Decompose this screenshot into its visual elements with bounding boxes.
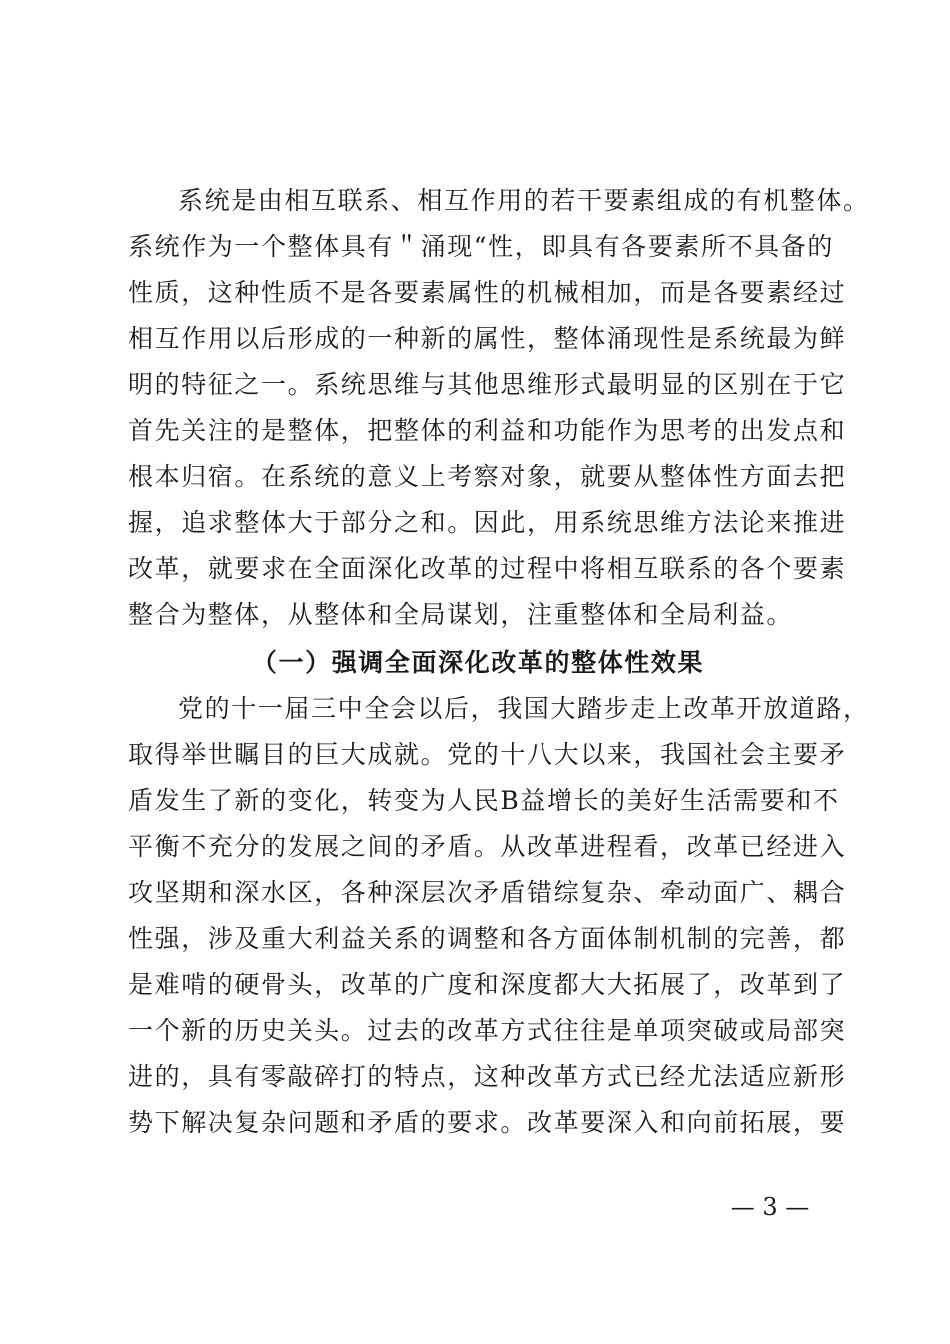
paragraph1-line-8: 握，追求整体大于部分之和。因此，用系统思维方法论来推进 — [128, 508, 847, 537]
paragraph2-line-6: 性强，涉及重大利益关系的调整和各方面体制机制的完善，都 — [128, 924, 847, 953]
paragraph1-line-5: 明的特征之一。系统思维与其他思维形式最明显的区别在于它 — [128, 370, 847, 399]
paragraph2-line-1: 党的十一届三中全会以后，我国大踏步走上改革开放道路， — [178, 694, 870, 723]
paragraph2-line-4: 平衡不充分的发展之间的矛盾。从改革进程看，改革已经进入 — [128, 832, 847, 861]
paragraph1-line-1: 系统是由相互联系、相互作用的若干要素组成的有机整体。 — [178, 186, 870, 215]
paragraph2-line-3: 盾发生了新的变化，转变为人民B益增长的美好生活需要和不 — [128, 786, 840, 815]
section-heading: （一）强调全面深化改革的整体性效果 — [251, 648, 705, 677]
paragraph2-line-9: 进的，具有零敲碎打的特点，这种改革方式已经尤法适应新形 — [128, 1062, 847, 1091]
paragraph1-line-10: 整合为整体，从整体和全局谋划，注重整体和全局利益。 — [128, 600, 794, 629]
paragraph1-line-9: 改革，就要求在全面深化改革的过程中将相互联系的各个要素 — [128, 554, 847, 583]
paragraph1-line-6: 首先关注的是整体，把整体的利益和功能作为思考的出发点和 — [128, 416, 847, 445]
paragraph1-line-3: 性质，这种性质不是各要素属性的机械相加，而是各要素经过 — [128, 278, 847, 307]
paragraph1-line-7: 根本归宿。在系统的意义上考察对象，就要从整体性方面去把 — [128, 462, 847, 491]
paragraph2-line-10: 势下解决复杂问题和矛盾的要求。改革要深入和向前拓展，要 — [128, 1108, 847, 1137]
page-number: — 3 — — [730, 1193, 810, 1221]
paragraph1-line-2: 系统作为一个整体具有＂涌现“性，即具有各要素所不具备的 — [128, 232, 834, 261]
paragraph2-line-5: 攻坚期和深水区，各种深层次矛盾错综复杂、牵动面广、耦合 — [128, 878, 847, 907]
paragraph2-line-2: 取得举世瞩目的巨大成就。党的十八大以来，我国社会主要矛 — [128, 740, 847, 769]
paragraph1-line-4: 相互作用以后形成的一种新的属性，整体涌现性是系统最为鲜 — [128, 324, 847, 353]
paragraph2-line-8: 一个新的历史关头。过去的改革方式往往是单项突破或局部突 — [128, 1016, 847, 1045]
paragraph2-line-7: 是难啃的硬骨头，改革的广度和深度都大大拓展了，改革到了 — [128, 970, 847, 999]
